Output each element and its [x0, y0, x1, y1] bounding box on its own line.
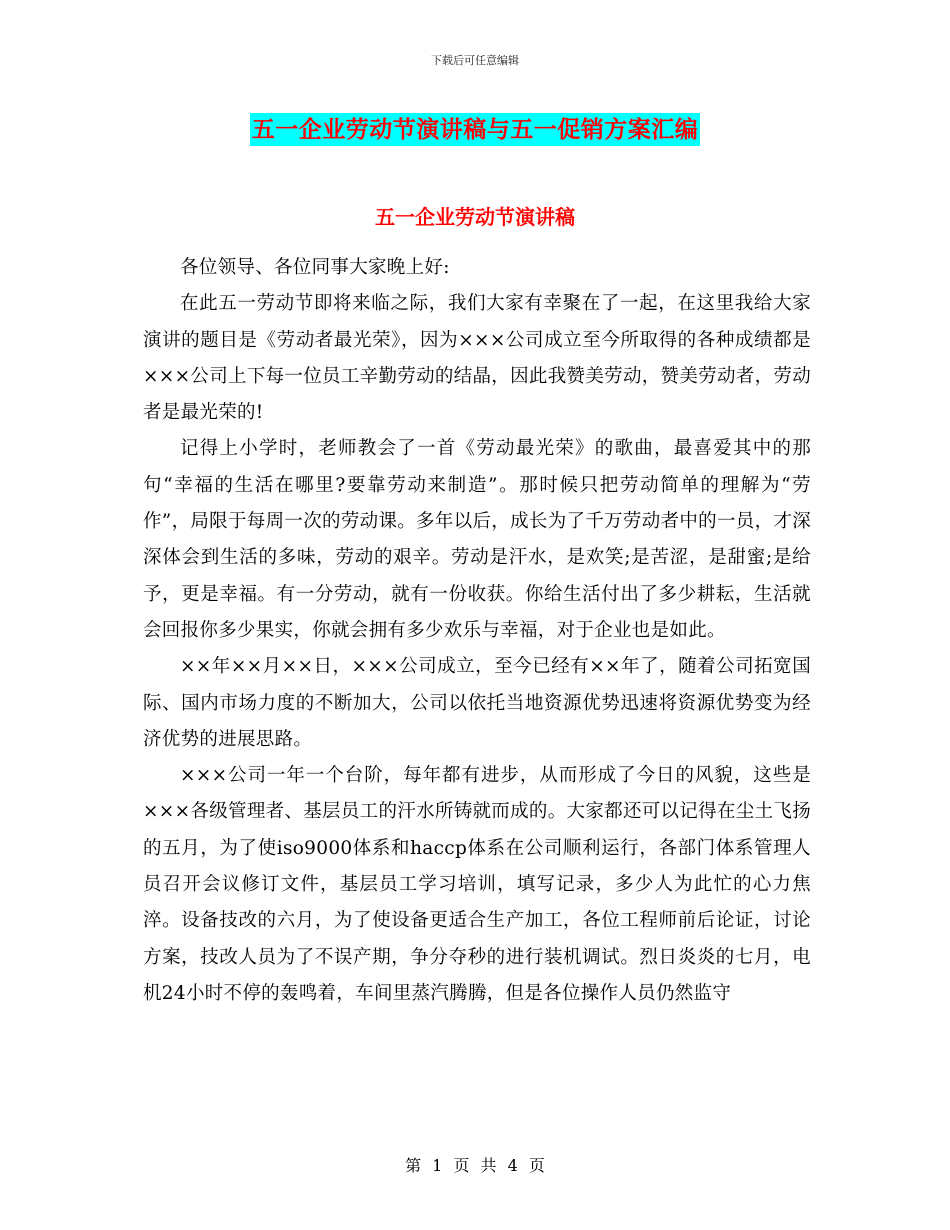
paragraph-greeting: 各位领导、各位同事大家晚上好:: [180, 257, 450, 278]
document-title-container: [0, 113, 950, 146]
section-title: 五一企业劳动节演讲稿: [375, 205, 575, 229]
page-header-note: 下载后可任意编辑: [431, 54, 519, 67]
document-body: [143, 250, 811, 1012]
paragraph-3: ××年××月××日，×××公司成立，至今已经有××年了，随着公司拓宽国际、国内市场力度的不断加大，公司以依托当地资源优势迅速将资源优势变为经济优势的进展思路。: [143, 656, 811, 750]
document-title: 五一企业劳动节演讲稿与五一促销方案汇编: [250, 113, 701, 146]
page-number-footer: 第 1 页 共 4 页: [405, 1156, 545, 1175]
paragraph-4: ×××公司一年一个台阶，每年都有进步，从而形成了今日的风貌，这些是×××各级管理者、基层员工的汗水所铸就而成的。大家都还可以记得在尘土飞扬的五月，为了使iso9000体系和haccp体系在公司顺利运行，各部门体系管理人员召开会议修订文件，基层员工学习培训，填写记录，多少人为此忙的心力焦淬。设备技改的六月，为了使设备更适合生产加工，各位工程师前后论证，讨论方案，技改人员为了不误产期，争分夺秒的进行装机调试。烈日炎炎的七月，电机24小时不停的轰鸣着，车间里蒸汽腾腾，但是各位操作人员仍然监守: [143, 765, 811, 1004]
paragraph-1: 在此五一劳动节即将来临之际，我们大家有幸聚在了一起，在这里我给大家演讲的题目是《劳动者最光荣》，因为×××公司成立至今所取得的各种成绩都是×××公司上下每一位员工辛勤劳动的结晶，因此我赞美劳动，赞美劳动者，劳动者是最光荣的!: [143, 293, 811, 424]
paragraph-2: 记得上小学时，老师教会了一首《劳动最光荣》的歌曲，最喜爱其中的那句“幸福的生活在哪里?要靠劳动来制造”。那时候只把劳动简单的理解为“劳作”，局限于每周一次的劳动课。多年以后，成长为了千万劳动者中的一员，才深深体会到生活的多味，劳动的艰辛。劳动是汗水，是欢笑;是苦涩，是甜蜜;是给予，更是幸福。有一分劳动，就有一份收获。你给生活付出了多少耕耘，生活就会回报你多少果实，你就会拥有多少欢乐与幸福，对于企业也是如此。: [143, 438, 811, 641]
